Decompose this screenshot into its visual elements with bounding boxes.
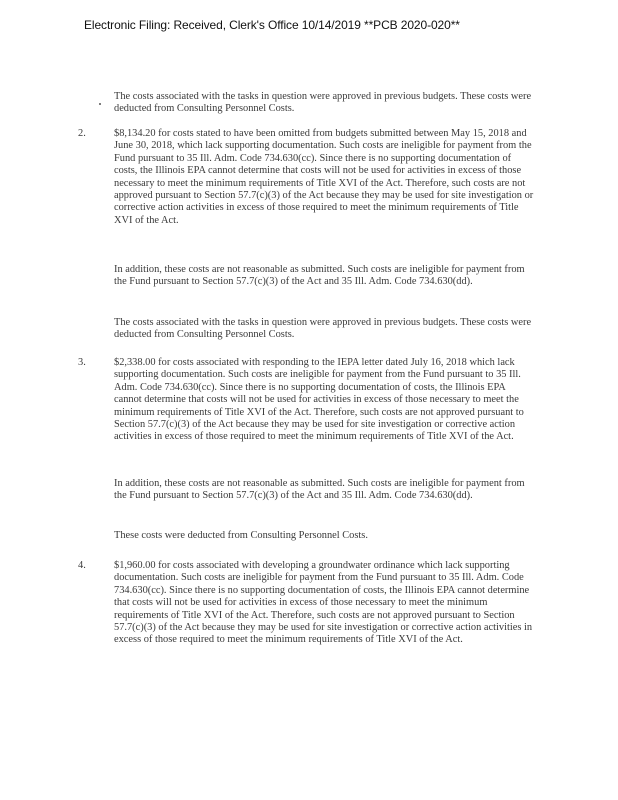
item-number: 3. [78, 357, 86, 368]
item-number: 2. [78, 128, 86, 139]
item-4-paragraph-1: $1,960.00 for costs associated with developing a groundwater ordinance which lack supporting documentation. Such costs are ineligible for payment from the Fund pursuant to 35 Ill. Adm. Code 734.630(cc). Since there is no supporting documentation of costs, the Illinois EPA cannot determine that costs will not be used for activities in excess of those necessary to meet the minimum requirements of Title XVI of the Act. Therefore, such costs are not approved pursuant to Section 57.7(c)(3) of the Act because they may be used for site investigation or corrective action activities in excess of those required to meet the minimum requirements of Title XVI of the Act. [114, 560, 533, 646]
intro-paragraph: The costs associated with the tasks in question were approved in previous budgets. These costs were deducted from Consulting Personnel Costs. [114, 91, 532, 115]
item-number: 4. [78, 560, 86, 571]
item-2-paragraph-2: In addition, these costs are not reasonable as submitted. Such costs are ineligible for payment from the Fund pursuant to Section 57.7(c)(3) of the Act and 35 Ill. Adm. Code 734.630(dd). [114, 264, 525, 288]
item-2-paragraph-3: The costs associated with the tasks in question were approved in previous budgets. These costs were deducted from Consulting Personnel Costs. [114, 317, 532, 341]
scan-speck [99, 103, 101, 105]
electronic-filing-stamp: Electronic Filing: Received, Clerk's Office 10/14/2019 **PCB 2020-020** [84, 18, 460, 32]
item-3-paragraph-1: $2,338.00 for costs associated with responding to the IEPA letter dated July 16, 2018 which lack supporting documentation. Such costs are ineligible for payment from the Fund pursuant to 35 Ill. Adm. Code 734.630(cc). Since there is no supporting documentation of costs, the Illinois EPA cannot determine that costs will not be used for activities in excess of those necessary to meet the minimum requirements of Title XVI of the Act. Therefore, such costs are not approved pursuant to Section 57.7(c)(3) of the Act because they may be used for site investigation or corrective action activities in excess of those required to meet the minimum requirements of Title XVI of the Act. [114, 357, 524, 443]
item-2-paragraph-1: $8,134.20 for costs stated to have been omitted from budgets submitted between May 15, 2018 and June 30, 2018, which lack supporting documentation. Such costs are ineligible for payment from the Fund pursuant to 35 Ill. Adm. Code 734.630(cc). Since there is no supporting documentation of costs, the Illinois EPA cannot determine that costs will not be used for activities in excess of those necessary to meet the minimum requirements of Title XVI of the Act. Therefore, such costs are not approved pursuant to Section 57.7(c)(3) of the Act because they may be used for site investigation or corrective action activities in excess of those required to meet the minimum requirements of Title XVI of the Act. [114, 128, 534, 226]
item-3-paragraph-2: In addition, these costs are not reasonable as submitted. Such costs are ineligible for payment from the Fund pursuant to Section 57.7(c)(3) of the Act and 35 Ill. Adm. Code 734.630(dd). [114, 478, 525, 502]
item-3-paragraph-3: These costs were deducted from Consulting Personnel Costs. [114, 530, 368, 541]
